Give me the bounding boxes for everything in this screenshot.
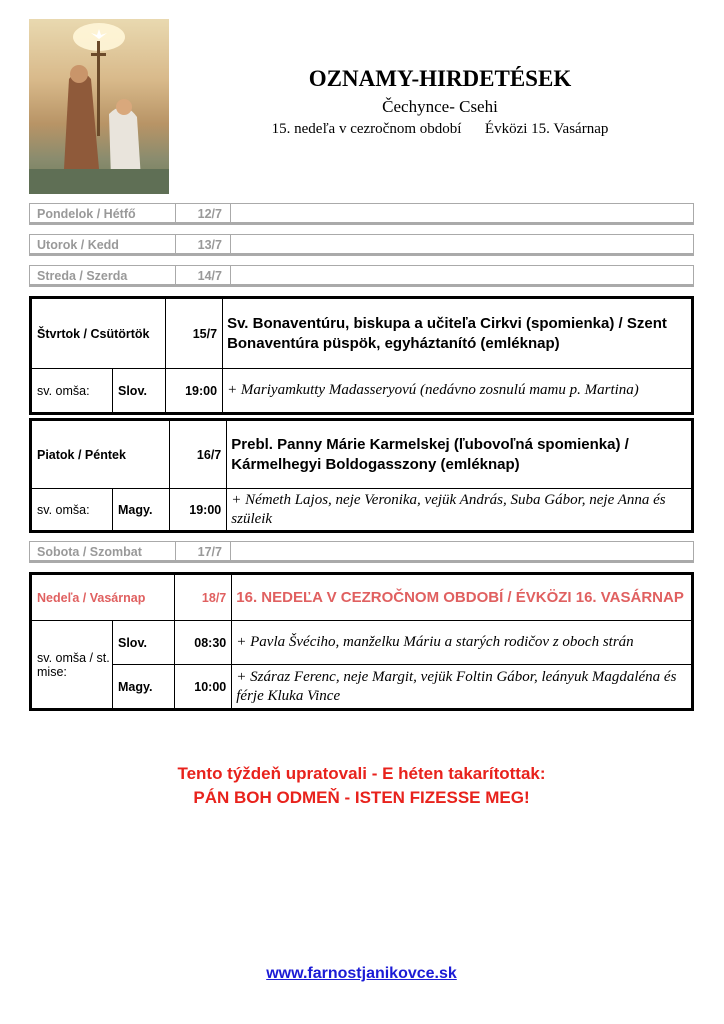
mass-intention: + Száraz Ferenc, neje Margit, vejük Foltin Gábor, leányuk Magdaléna és férje Kluka Vince: [232, 665, 692, 709]
mass-label: sv. omša:: [32, 369, 113, 413]
mass-language: Slov.: [113, 621, 175, 665]
mass-language: Magy.: [113, 665, 175, 709]
day-date: 18/7: [175, 575, 232, 621]
mass-time: 19:00: [170, 489, 227, 531]
mass-intention: + Németh Lajos, neje Veronika, vejük András, Suba Gábor, neje Anna és szüleik: [227, 489, 692, 531]
day-label: Streda / Szerda: [30, 266, 176, 284]
day-block-friday: [29, 418, 694, 533]
parish-location: Čechynce- Csehi: [382, 97, 498, 116]
mass-time: 19:00: [166, 369, 223, 413]
mass-label: sv. omša / st. mise:: [32, 621, 113, 709]
day-date: 15/7: [166, 299, 223, 369]
day-date: 17/7: [176, 542, 231, 560]
mass-language: Magy.: [113, 489, 170, 531]
thanks-notice: PÁN BOH ODMEŇ - ISTEN FIZESSE MEG!: [193, 788, 530, 807]
day-row-wednesday: [29, 265, 694, 287]
mass-intention: + Pavla Švéciho, manželku Máriu a starých rodičov z oboch strán: [232, 621, 692, 665]
mass-time: 08:30: [175, 621, 232, 665]
day-row-monday: [29, 203, 694, 225]
day-date: 12/7: [176, 204, 231, 222]
feast-title: 16. NEDEĽA V CEZROČNOM OBDOBÍ / ÉVKÖZI 16. VASÁRNAP: [232, 575, 692, 621]
day-block-sunday: [29, 572, 694, 711]
day-label: Sobota / Szombat: [30, 542, 176, 560]
day-label: Piatok / Péntek: [32, 421, 170, 489]
parish-website-link[interactable]: www.farnostjanikovce.sk: [266, 965, 457, 982]
baptism-of-christ-image: [29, 19, 169, 194]
cleaning-notice: Tento týždeň upratovali - E héten takarítottak:: [177, 764, 546, 783]
day-block-thursday: [29, 296, 694, 415]
week-heading: [200, 121, 680, 138]
week-sk: 15. nedeľa v cezročnom období: [271, 121, 462, 137]
page-title: OZNAMY-HIRDETÉSEK: [308, 66, 572, 91]
day-label: Utorok / Kedd: [30, 235, 176, 253]
day-label: Štvrtok / Csütörtök: [32, 299, 166, 369]
mass-label: sv. omša:: [32, 489, 113, 531]
day-label: Nedeľa / Vasárnap: [32, 575, 175, 621]
mass-time: 10:00: [175, 665, 232, 709]
day-date: 13/7: [176, 235, 231, 253]
day-label: Pondelok / Hétfő: [30, 204, 176, 222]
feast-title: Sv. Bonaventúru, biskupa a učiteľa Cirkvi (spomienka) / Szent Bonaventúra püspök, egyháztanító (emléknap): [223, 299, 692, 369]
day-row-tuesday: [29, 234, 694, 256]
mass-language: Slov.: [113, 369, 166, 413]
mass-intention: + Mariyamkutty Madasseryovú (nedávno zosnulú mamu p. Martina): [223, 369, 692, 413]
week-hu: Évközi 15. Vasárnap: [484, 121, 609, 137]
day-row-saturday: [29, 541, 694, 563]
feast-title: Prebl. Panny Márie Karmelskej (ľubovoľná spomienka) / Kármelhegyi Boldogasszony (emléknap): [227, 421, 692, 489]
day-date: 14/7: [176, 266, 231, 284]
day-date: 16/7: [170, 421, 227, 489]
